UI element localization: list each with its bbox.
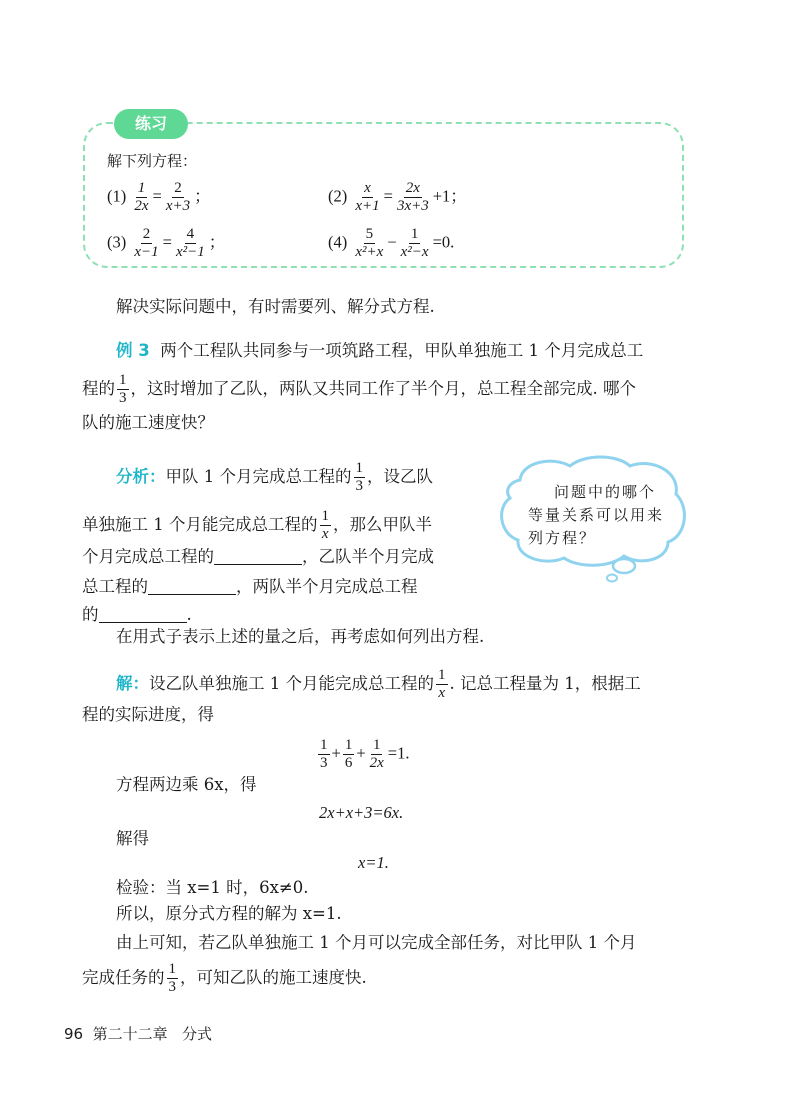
exercise-problem-1: (1) $\frac{1}{2x}$ = $\frac{2}{x+3}$ ； [107,180,211,214]
example-line-2: 程的 $\frac{1}{3}$ ，这时增加了乙队，两队又共同工作了半个月，总工程全部完成. 哪个 [82,372,636,406]
exercise-intro: 解下列方程： [107,152,198,170]
analysis-line-1: 分析：甲队 1 个月完成总工程的 $\frac{1}{3}$ ，设乙队 [116,460,433,494]
equation-3: x=1. [358,853,389,872]
exercise-label: 练习 [114,109,188,139]
solution-label: 解： [116,674,149,693]
exercise-problem-2: (2) $\frac{x}{x+1}$ = $\frac{2x}{3x+3}$ +1； [328,180,467,214]
final-line-1: 由上可知，若乙队单独施工 1 个月可以完成全部任务，对比甲队 1 个月 [116,933,637,952]
example-label: 例 3 [116,341,150,360]
answer-blank-3 [99,604,187,623]
cloud-line-3: 列方程？ [528,529,597,547]
exercise-problem-4: (4) $\frac{5}{\text{x²+x}}$ − $\frac{1}{\text{x²−x}}$ =0. [328,226,455,260]
analysis-line-2: 单独施工 1 个月能完成总工程的 $\frac{1}{x}$ ，那么甲队半 [82,508,432,542]
chapter-title: 第二十二章 [92,1025,168,1043]
section-title: 分式 [181,1025,212,1043]
equation-1: $\frac{1}{3}$ + $\frac{1}{6}$ + $\frac{1}{2x}$ =1. [320,737,410,771]
analysis-line-3: 个月完成总工程的 ，乙队半个月完成 [82,547,434,566]
analysis-label: 分析： [116,467,166,486]
solution-line-2: 程的实际进度，得 [82,705,214,724]
solution-line-1: 解：设乙队单独施工 1 个月能完成总工程的 $\frac{1}{x}$ . 记总工程量为 1，根据工 [116,667,641,701]
exercise-problem-3: (3) $\frac{2}{x-1}$ = $\frac{4}{\text{x²−1}}$ ； [107,226,226,260]
analysis-line-4: 总工程的 ，两队半个月完成总工程 [82,577,418,596]
answer-blank-1 [214,546,302,565]
intro-line: 解决实际问题中，有时需要列、解分式方程. [116,297,435,316]
cloud-line-2: 等量关系可以用来 [528,506,665,524]
cloud-line-1: 问题中的哪个 [554,483,657,501]
multiply-line: 方程两边乘 6x，得 [116,775,257,794]
answer-blank-2 [148,576,236,595]
final-line-2: 完成任务的 $\frac{1}{3}$ ，可知乙队的施工速度快. [82,961,367,995]
example-line-1: 例 3 两个工程队共同参与一项筑路工程，甲队单独施工 1 个月完成总工 [116,341,644,360]
page-footer [64,1023,212,1044]
analysis-line-5: 的 . [82,605,192,624]
after-analysis-line: 在用式子表示上述的量之后，再考虑如何列出方程. [116,627,485,646]
example-line-3: 队的施工速度快？ [82,413,214,432]
check-line: 检验：当 x=1 时，6x≠0. [116,878,309,897]
solve-line: 解得 [116,829,149,848]
equation-2: 2x+x+3=6x. [319,803,404,822]
conclusion-line: 所以，原分式方程的解为 x=1. [116,904,342,923]
page-number: 96 [64,1025,84,1043]
